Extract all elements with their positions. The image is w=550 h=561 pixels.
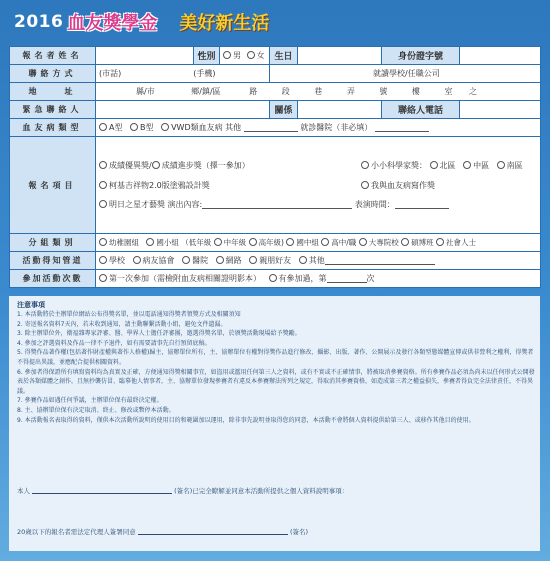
guardian-signature-input[interactable] xyxy=(138,527,288,535)
channel-internet-text: 網路 xyxy=(225,255,242,265)
channel-other-input[interactable] xyxy=(325,256,435,265)
emergency-label: 緊急聯絡人 xyxy=(10,101,96,119)
emergency-phone-label: 聯絡人電話 xyxy=(382,101,460,119)
group-senior-high-text: 高中/職 xyxy=(331,237,357,247)
count-first-radio[interactable] xyxy=(99,274,107,282)
item1b-text: 成績進步獎（擇一參加） xyxy=(161,161,250,171)
address-alley: 弄 xyxy=(346,87,355,96)
gender-female-text: 女 xyxy=(256,51,265,60)
type-label: 血友病類型 xyxy=(10,119,96,137)
gender-male-text: 男 xyxy=(233,51,241,60)
items-label: 報名項目 xyxy=(10,137,96,234)
row-channel xyxy=(10,252,541,270)
row-group xyxy=(10,234,541,252)
item2-text: 小小科學家獎： xyxy=(371,161,427,171)
channel-options xyxy=(96,252,541,270)
count-number-input[interactable] xyxy=(327,274,367,283)
count-options xyxy=(96,270,541,288)
guardian-prefix: 20歲以下的報名者需法定代理人簽署同意 xyxy=(17,528,136,536)
notes-list xyxy=(17,310,535,425)
emergency-phone-field[interactable] xyxy=(460,101,541,119)
channel-association-radio[interactable] xyxy=(133,256,141,264)
school-field[interactable] xyxy=(270,65,541,83)
id-field[interactable] xyxy=(460,47,541,65)
guardian-suffix: (簽名) xyxy=(289,528,309,536)
group-junior-high-radio[interactable] xyxy=(286,238,294,246)
address-floor: 樓 xyxy=(411,87,420,96)
note-item: 5. 得獎作品著作權(包括著作財產權與著作人格權)歸主，協辦單位所有，主、協辦單位有權對得獎作品進行修改、攝影、出版、著作、公開展示及發行各類型態媒體宣傳或供非營利之權利，得獎者不得提出異議，並應配合提供相關資料。 xyxy=(17,349,534,366)
group-junior-high-text: 國中組 xyxy=(296,237,319,247)
group-high-grade-radio[interactable] xyxy=(249,238,257,246)
note-item: 1. 本活動將於主辦單位網站公布得獎名單，並以電話通知得獎者領獎方式及相關須知 xyxy=(17,311,241,318)
type-other-input[interactable] xyxy=(244,123,298,132)
address-sub: 之 xyxy=(469,87,478,96)
item5-content-input[interactable] xyxy=(202,200,352,209)
group-kindergarten-radio[interactable] xyxy=(99,238,107,246)
guardian-signature-line xyxy=(17,527,308,536)
channel-other-radio[interactable] xyxy=(299,256,307,264)
signature-suffix: (簽名)已完全瞭解並同意本活動所提供之個人資料說明事項： xyxy=(174,487,349,495)
header-slogan: 美好新生活 xyxy=(179,13,270,34)
item5-text: 明日之星才藝獎 xyxy=(109,200,165,210)
channel-label: 活動得知管道 xyxy=(10,252,96,270)
row-emergency xyxy=(10,101,541,119)
signature-line xyxy=(17,486,348,495)
item4-text: 我與血友病寫作獎 xyxy=(371,180,435,190)
note-item: 4. 參加之評選資料及作品一律不予退件，如有需要請事先自行預留底稿。 xyxy=(17,339,211,347)
count-label: 參加活動次數 xyxy=(10,270,96,288)
gender-field xyxy=(220,47,270,65)
emergency-name-field[interactable] xyxy=(96,101,270,119)
row-contact xyxy=(10,65,541,83)
note-item: 9. 本活動報名表取得的資料，僅供本次活動所說明的使用目的和範圍加以運用，除非事先說明並取得您的同意，本活動不會將個人資料提供給第三人、或移作其他目的使用。 xyxy=(17,416,475,424)
item5-content-label: 演出內容: xyxy=(167,200,203,210)
group-graduate-text: 碩博班 xyxy=(411,237,434,247)
item2-middle-text: 中區 xyxy=(473,161,490,171)
address-label: 地 址 xyxy=(10,83,96,101)
type-other-text: 其他 xyxy=(225,122,242,132)
channel-association-text: 病友協會 xyxy=(142,255,175,265)
relation-label: 關係 xyxy=(270,101,298,119)
id-label: 身份證字號 xyxy=(382,47,460,65)
group-grade-open: （低年級 xyxy=(181,237,212,247)
group-public-text: 社會人士 xyxy=(445,237,476,247)
channel-school-radio[interactable] xyxy=(99,256,107,264)
channel-hospital-radio[interactable] xyxy=(182,256,190,264)
group-elementary-text: 國小組 xyxy=(156,237,179,247)
group-options xyxy=(96,234,541,252)
type-vwd-radio[interactable] xyxy=(161,123,169,131)
item5-time-input[interactable] xyxy=(395,200,449,209)
relation-field[interactable] xyxy=(298,101,382,119)
group-mid-grade-radio[interactable] xyxy=(214,238,222,246)
birthday-label: 生日 xyxy=(270,47,298,65)
registration-table xyxy=(9,46,541,288)
channel-friends-text: 親朋好友 xyxy=(259,255,292,265)
type-vwd-text: VWD類血友病 xyxy=(171,122,223,132)
item4-radio[interactable] xyxy=(361,181,369,189)
hospital-label: 就診醫院（非必填） xyxy=(300,122,373,132)
item-row-1 xyxy=(99,156,537,176)
count-more-text: 有參加過，第 xyxy=(278,273,327,283)
channel-school-text: 學校 xyxy=(109,255,125,265)
address-field[interactable] xyxy=(96,83,541,101)
item5-radio[interactable] xyxy=(99,200,107,208)
address-district: 鄉/鎮/區 xyxy=(191,87,221,96)
contact-label: 聯絡方式 xyxy=(10,65,96,83)
address-road: 路 xyxy=(249,87,258,96)
notes-section xyxy=(9,296,540,551)
group-college-radio[interactable] xyxy=(359,238,367,246)
note-item: 8. 主、協辦單位保有決定取消、終止、修改或暫停本活動。 xyxy=(17,406,175,414)
item1-text: 成績優異獎/ xyxy=(109,161,152,171)
count-unit-text: 次 xyxy=(366,273,375,283)
header-title: 血友獎學金 xyxy=(67,13,158,34)
note-item: 2. 寄送報名資料7天內，若未收到通知，請主動聯繫活動小組，避免文件遺漏。 xyxy=(17,320,227,328)
note-item: 3. 除主辦單位外，衛福雜專家評審、醫、學界人士擔任評審團，邀選得獎名單，於頒獎活動現場給予獎勵。 xyxy=(17,330,301,338)
name-label: 報名者姓名 xyxy=(10,47,96,65)
phone-field[interactable] xyxy=(96,65,270,83)
item-row-2 xyxy=(99,176,537,196)
group-senior-high-radio[interactable] xyxy=(321,238,329,246)
header-year: 2016 xyxy=(14,12,64,32)
row-items xyxy=(10,137,541,234)
channel-hospital-text: 醫院 xyxy=(192,255,209,265)
note-item: 7. 參賽作品如遇任何爭議，主辦單位保有最終決定權。 xyxy=(17,397,163,405)
signature-prefix: 本人 xyxy=(17,487,30,495)
birthday-field[interactable] xyxy=(298,47,382,65)
school-label: 就讀學校/任職公司 xyxy=(373,69,440,78)
mobile-label: (手機) xyxy=(193,69,216,78)
address-number: 號 xyxy=(379,87,388,96)
note-item: 6. 參加者得保證所有填寫資料均為真實及正確，方便通知得獎相關事宜，如盜用或濫用任何第三人之資料，或有不實或不正確情事，將被取消參賽資格。所有參賽作品必須為尚未以任何形式公開發表於各類媒體之創作，且無抄襲仿冒、臨摹他人情事者，主、協辦單位發現參賽者有違反本參賽辦法所列之規定，得取消其參賽資格，如造成第三者之權益損失，參賽者得負完全法律責任，不得異議。 xyxy=(17,368,535,395)
item2-north-radio[interactable] xyxy=(430,161,438,169)
channel-internet-radio[interactable] xyxy=(216,256,224,264)
item1b-radio[interactable] xyxy=(152,161,160,169)
channel-other-text: 其他 xyxy=(308,255,325,265)
name-field[interactable] xyxy=(96,47,194,65)
type-a-text: A型 xyxy=(109,122,123,132)
row-type xyxy=(10,119,541,137)
notes-heading: 注意事項 xyxy=(17,301,45,309)
item2-middle-radio[interactable] xyxy=(463,161,471,169)
item5-time-label: 表演時間： xyxy=(354,200,395,210)
row-address xyxy=(10,83,541,101)
group-elementary-radio[interactable] xyxy=(146,238,154,246)
count-more-radio[interactable] xyxy=(269,274,277,282)
address-city: 縣/市 xyxy=(136,87,155,96)
address-section: 段 xyxy=(281,87,290,96)
hospital-input[interactable] xyxy=(375,123,429,132)
item2-south-radio[interactable] xyxy=(497,161,505,169)
address-lane: 巷 xyxy=(314,87,323,96)
row-count xyxy=(10,270,541,288)
group-high-grade-text: 高年級) xyxy=(258,237,284,247)
item2-radio[interactable] xyxy=(361,161,369,169)
items-options xyxy=(96,137,541,234)
count-first-text: 第一次參加（需檢附血友病相關證明影本） xyxy=(109,273,261,283)
form-header xyxy=(0,0,550,44)
group-label: 分組類別 xyxy=(10,234,96,252)
row-name xyxy=(10,47,541,65)
phone-label: (市話) xyxy=(99,69,122,78)
item-row-3 xyxy=(99,195,537,215)
gender-label: 性別 xyxy=(194,47,220,65)
group-kindergarten-text: 幼稚園組 xyxy=(109,237,139,247)
group-public-radio[interactable] xyxy=(436,238,444,246)
group-graduate-radio[interactable] xyxy=(401,238,409,246)
gender-female-radio[interactable] xyxy=(247,51,255,59)
signature-input[interactable] xyxy=(32,486,172,494)
channel-friends-radio[interactable] xyxy=(249,256,257,264)
gender-male-radio[interactable] xyxy=(223,51,231,59)
item3-radio[interactable] xyxy=(99,181,107,189)
type-b-radio[interactable] xyxy=(130,123,138,131)
group-college-text: 大專院校 xyxy=(368,237,399,247)
item1-radio[interactable] xyxy=(99,161,107,169)
type-b-text: B型 xyxy=(140,122,154,132)
item2-south-text: 南區 xyxy=(506,161,523,171)
item2-north-text: 北區 xyxy=(439,161,456,171)
type-a-radio[interactable] xyxy=(99,123,107,131)
item3-text: 柯基吉祥物2.0版塗鴉設計獎 xyxy=(109,180,210,190)
type-options xyxy=(96,119,541,137)
group-mid-grade-text: 中年級 xyxy=(223,237,247,247)
address-room: 室 xyxy=(444,87,453,96)
